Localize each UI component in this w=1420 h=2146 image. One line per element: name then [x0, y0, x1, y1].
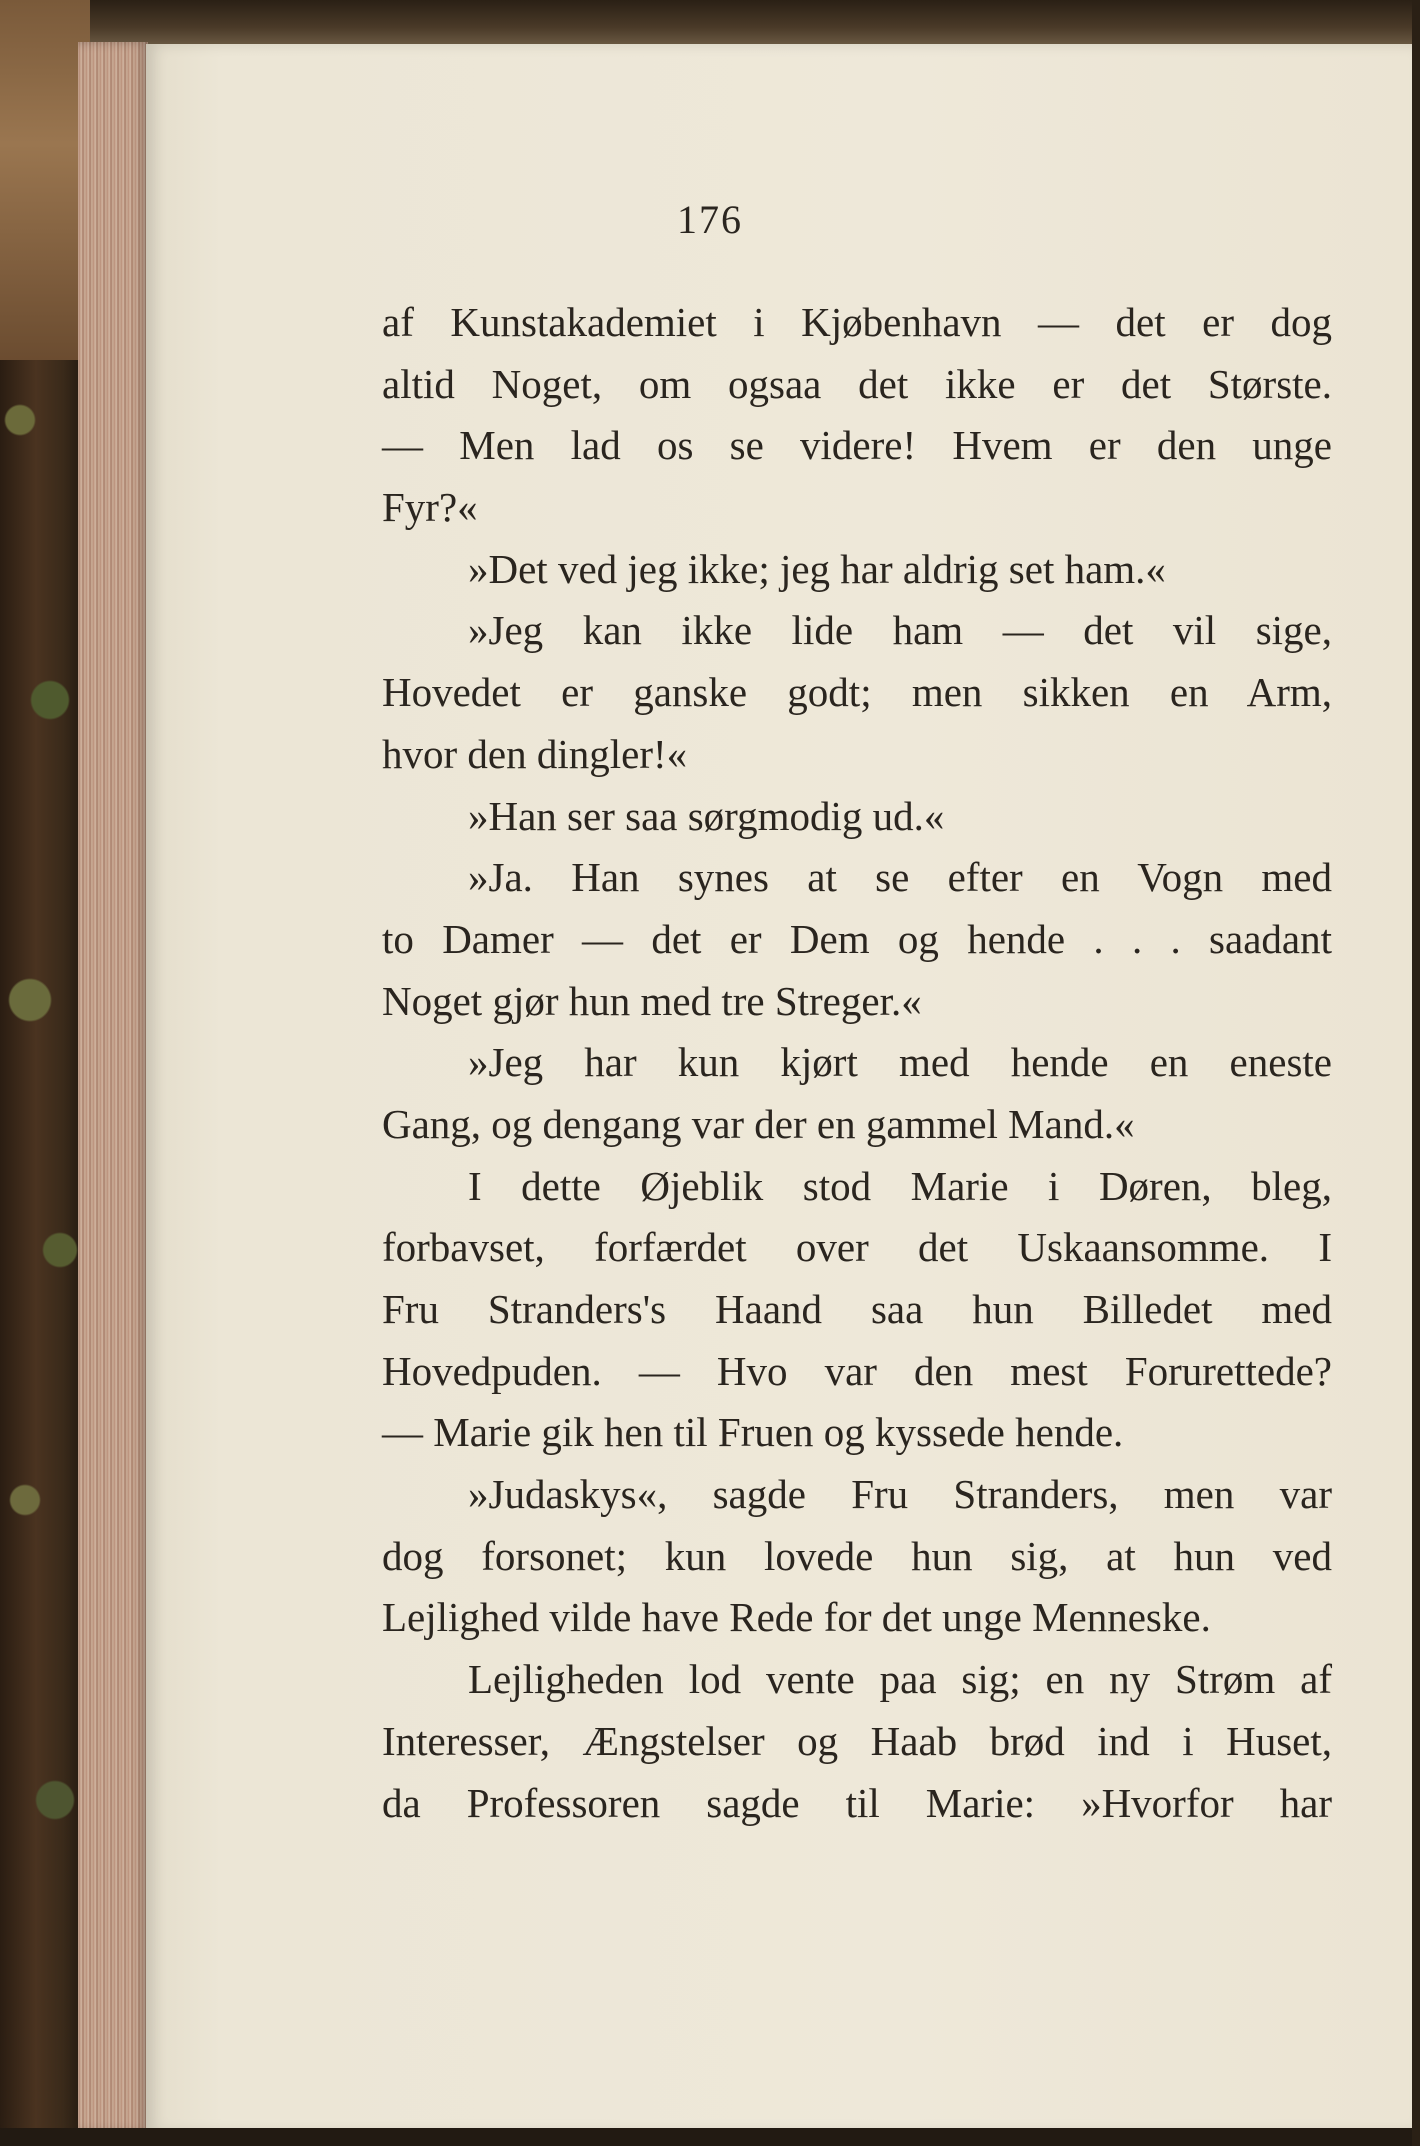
text-line: I dette Øjeblik stod Marie i Døren, bleg,: [468, 1162, 1332, 1209]
book-bottom-edge: [0, 2128, 1420, 2146]
leather-spine-corner: [0, 0, 90, 360]
text-line: Gang, og dengang var der en gammel Mand.«: [382, 1100, 1135, 1147]
text-line: Lejlighed vilde have Rede for det unge Menneske.: [382, 1594, 1211, 1641]
text-line: Hovedet er ganske godt; men sikken en Arm,: [382, 669, 1332, 716]
text-line: »Ja. Han synes at se efter en Vogn med: [468, 854, 1332, 901]
text-line: Fru Stranders's Haand saa hun Billedet med: [382, 1286, 1332, 1332]
text-line: altid Noget, om ogsaa det ikke er det Største.: [382, 360, 1332, 407]
text-line: »Det ved jeg ikke; jeg har aldrig set ham.«: [468, 545, 1166, 592]
text-line: Interesser, Ængstelser og Haab brød ind i Huset,: [382, 1717, 1332, 1764]
text-line: — Men lad os se videre! Hvem er den unge: [382, 422, 1332, 469]
text-line: hvor den dingler!«: [382, 730, 688, 777]
text-line: dog forsonet; kun lovede hun sig, at hun ved: [382, 1532, 1332, 1579]
page-edges: [78, 42, 148, 2132]
text-line: »Jeg har kun kjørt med hende en eneste: [468, 1039, 1332, 1086]
text-line: Hovedpuden. — Hvo var den mest Forurettede?: [382, 1347, 1332, 1394]
text-line: — Marie gik hen til Fruen og kyssede hende.: [382, 1409, 1124, 1456]
text-line: Lejligheden lod vente paa sig; en ny Strøm af: [468, 1656, 1332, 1703]
book-top-edge: [0, 0, 1420, 46]
text-line: »Judaskys«, sagde Fru Stranders, men var: [468, 1471, 1332, 1518]
text-line: Noget gjør hun med tre Streger.«: [382, 977, 922, 1024]
text-line: da Professoren sagde til Marie: »Hvorfor har: [382, 1779, 1332, 1826]
book-right-edge: [1412, 0, 1420, 2146]
text-line: to Damer — det er Dem og hende . . . saadant: [382, 915, 1332, 962]
text-line: »Jeg kan ikke lide ham — det vil sige,: [468, 607, 1332, 654]
text-line: forbavset, forfærdet over det Uskaansomme. I: [382, 1224, 1332, 1271]
text-line: Fyr?«: [382, 484, 478, 531]
text-line: af Kunstakademiet i Kjøbenhavn — det er dog: [382, 299, 1332, 345]
page-number: 176: [677, 197, 743, 242]
page-body-text: [382, 292, 1332, 1834]
text-line: »Han ser saa sørgmodig ud.«: [468, 792, 945, 839]
